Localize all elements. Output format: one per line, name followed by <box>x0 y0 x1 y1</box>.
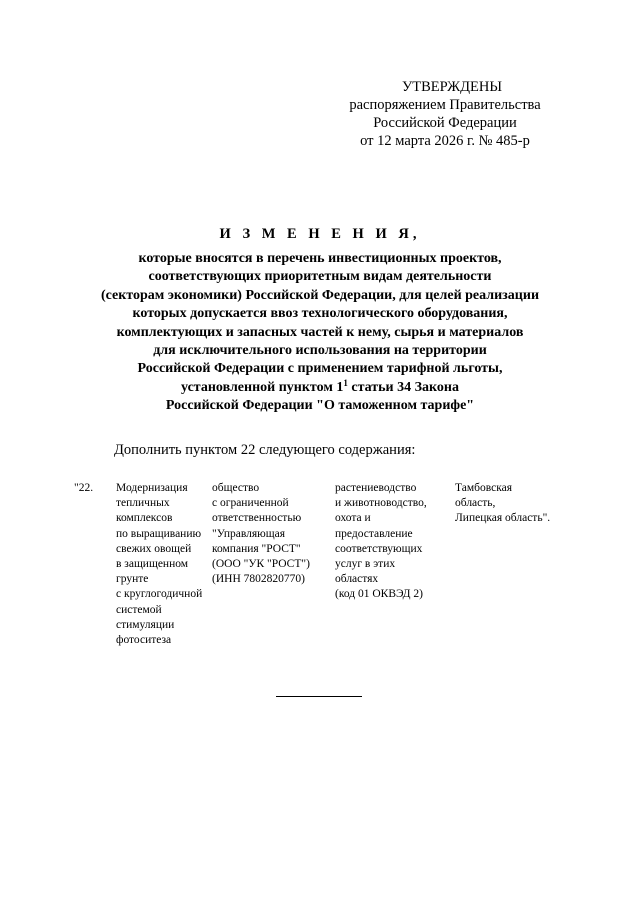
entry-regions <box>455 481 550 527</box>
organization-line: ответственностью <box>212 512 302 525</box>
organization-line: (ООО "УК "РОСТ") <box>212 558 310 571</box>
activity-line: охота и <box>335 512 371 525</box>
document-title: И З М Е Н Е Н И Я, <box>219 226 421 242</box>
subtitle-line <box>50 379 590 397</box>
subtitle-line: комплектующих и запасных частей к нему, сырья и материалов <box>116 324 524 340</box>
approval-line-1: распоряжением Правительства <box>349 97 541 113</box>
approval-line-3: от 12 марта 2026 г. № 485-р <box>360 133 530 149</box>
project-line: фотоситеза <box>116 634 172 647</box>
entry-organization <box>212 481 310 587</box>
entry-project <box>116 481 202 648</box>
superscript-index: 1 <box>343 377 348 388</box>
region-line: Тамбовская <box>455 482 512 494</box>
subtitle-line: Российской Федерации "О таможенном тарифе" <box>165 398 475 414</box>
activity-line: (код 01 ОКВЭД 2) <box>335 588 423 601</box>
organization-line: компания "РОСТ" <box>212 542 301 555</box>
subtitle-line: соответствующих приоритетным видам деятельности <box>148 269 492 285</box>
activity-line: предоставление <box>335 527 413 540</box>
activity-line: областях <box>335 573 379 586</box>
subtitle-line: которых допускается ввоз технологического оборудования, <box>132 306 508 322</box>
intro-paragraph: Дополнить пунктом 22 следующего содержания: <box>114 442 416 458</box>
organization-line: (ИНН 7802820770) <box>212 573 305 586</box>
activity-line: соответствующих <box>335 542 423 555</box>
organization-line: с ограниченной <box>212 497 289 510</box>
entry-activity <box>335 481 427 603</box>
closing-separator-line <box>276 696 362 697</box>
organization-line: "Управляющая <box>212 527 285 540</box>
subtitle-line: (секторам экономики) Российской Федерации, для целей реализации <box>100 287 540 303</box>
entry-number-text: "22. <box>74 482 94 494</box>
subtitle-line: которые вносятся в перечень инвестиционных проектов, <box>138 251 502 266</box>
subtitle-text: статьи 34 Закона <box>347 379 459 395</box>
project-line: Модернизация <box>116 482 188 494</box>
activity-line: растениеводство <box>335 482 417 494</box>
project-line: системой <box>116 603 162 616</box>
project-line: в защищенном <box>116 558 189 571</box>
project-line: по выращиванию <box>116 527 202 540</box>
region-line: Липецкая область". <box>455 512 551 525</box>
approval-block <box>330 78 560 150</box>
project-line: тепличных <box>116 497 170 510</box>
project-line: комплексов <box>116 512 173 525</box>
activity-line: услуг в этих <box>335 558 396 571</box>
approval-stamp: УТВЕРЖДЕНЫ <box>401 79 503 95</box>
subtitle-line: Российской Федерации с применением тарифной льготы, <box>137 361 503 377</box>
entry-number <box>74 481 93 496</box>
document-subtitle <box>50 250 590 416</box>
project-line: с круглогодичной <box>116 588 203 601</box>
organization-line: общество <box>212 482 260 494</box>
subtitle-line: для исключительного использования на территории <box>153 343 487 359</box>
activity-line: и животноводство, <box>335 497 427 510</box>
approval-line-2: Российской Федерации <box>373 115 517 131</box>
project-line: свежих овощей <box>116 542 192 555</box>
project-line: стимуляции <box>116 618 175 631</box>
region-line: область, <box>455 497 496 510</box>
project-line: грунте <box>116 573 149 586</box>
subtitle-text: установленной пунктом 1 <box>181 379 344 395</box>
